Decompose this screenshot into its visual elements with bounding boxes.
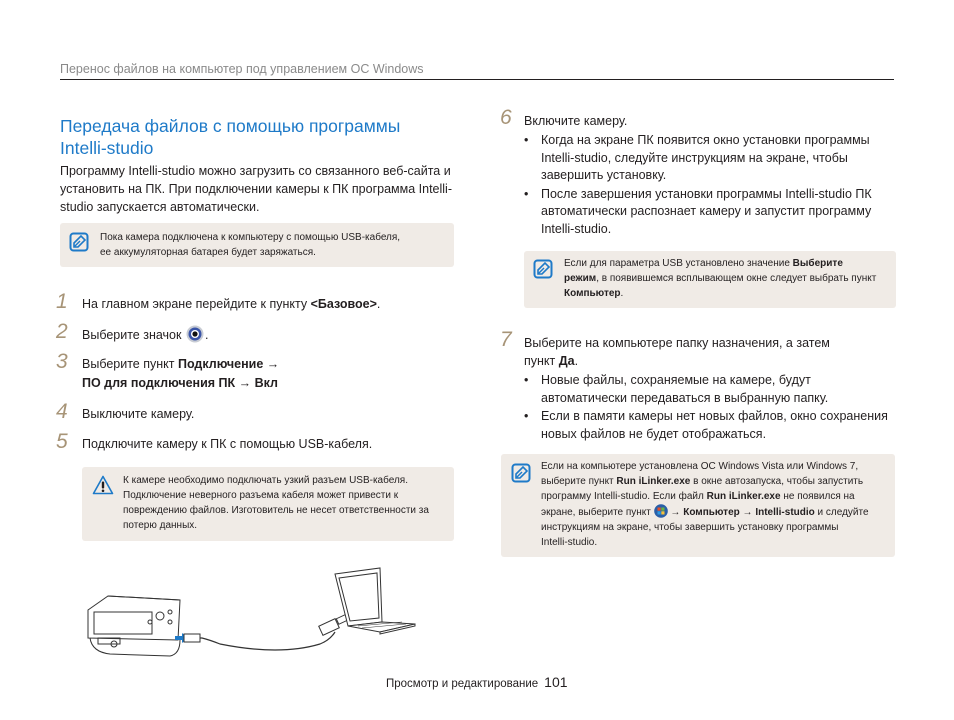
- step-5: 5 Подключите камеру к ПК с помощью USB-кабеля.: [56, 430, 373, 453]
- note-charging-text: Пока камера подключена к компьютеру с помощью USB-кабеля, ее аккумуляторная батарея будет заряжаться.: [100, 232, 401, 258]
- step-6: 6 Включите камеру. • Когда на экране ПК появится окно установки программы Intelli-studio, следуйте инструкциям на экране, чтобы завершить установку. • После завершения установки программы Intelli-studio ПК автоматически распознает камеру и запустит программу Intelli-studio.: [498, 112, 898, 239]
- note-windows-text: Если на компьютере установлена ОС Windows Vista или Windows 7, выберите пункт Run iLinker.exe в окне автозапуска, чтобы запустить программу Intelli-studio. Если файл Run iLinker.exe не появился на экране, выберите пункт → Компьютер → Intelli-studio и следуйте инструкциям на экране, чтобы завершить установку программы Intelli-studio.: [541, 461, 869, 548]
- step-number: 7: [500, 328, 512, 351]
- warning-box: [82, 467, 454, 541]
- page-number: 101: [544, 674, 568, 690]
- warning-triangle-icon: [92, 475, 114, 500]
- bullet-item: • Когда на экране ПК появится окно установки программы Intelli-studio, следуйте инструкциям на экране, чтобы завершить установку.: [524, 133, 870, 182]
- note-charging: [60, 223, 454, 267]
- windows-start-icon: [654, 504, 668, 518]
- footer-section-name: Просмотр и редактирование: [386, 678, 539, 690]
- intro-paragraph: Программу Intelli-studio можно загрузить со связанного веб-сайта и установить на ПК. При подключении камеры к ПК программа Intelli-studio запускается автоматически.: [60, 164, 452, 214]
- note-pencil-icon: [69, 232, 89, 257]
- section-title: [60, 115, 460, 159]
- step-number: 5: [56, 430, 68, 453]
- step-number: 6: [500, 106, 512, 129]
- note-pencil-icon: [511, 463, 531, 488]
- running-header: Перенос файлов на компьютер под управлением ОС Windows: [60, 62, 894, 80]
- bullet-item: • Если в памяти камеры нет новых файлов, окно сохранения новых файлов не будет отображаться.: [524, 409, 888, 441]
- note-usb-text: Если для параметра USB установлено значение Выберите режим, в появившемся всплывающем окне следует выбрать пункт Компьютер.: [564, 258, 877, 299]
- note-windows-vista: [501, 454, 895, 557]
- step-1: 1 На главном экране перейдите к пункту <Базовое>.: [56, 290, 381, 313]
- step-6-bullets: [524, 132, 898, 238]
- camera-usb-laptop-illustration: [80, 560, 420, 660]
- step-number: 4: [56, 400, 68, 423]
- step-3: 3 Выберите пункт Подключение → ПО для подключения ПК → Вкл: [56, 350, 280, 390]
- settings-gear-icon: [186, 325, 204, 343]
- note-usb-mode: [524, 251, 896, 308]
- step-7: 7 Выберите на компьютере папку назначения, а затем пункт Да. • Новые файлы, сохраняемые на камере, будут автоматически передаваться в выбранную папку. • Если в памяти камеры нет новых файлов, окно сохранения новых файлов не будет отображаться.: [498, 334, 898, 444]
- bullet-item: • После завершения установки программы Intelli-studio ПК автоматически распознает камеру и запустит программу Intelli-studio.: [524, 186, 872, 236]
- warning-text: К камере необходимо подключать узкий разъем USB-кабеля. Подключение неверного разъема кабеля может привести к повреждению файлов. Изготовитель не несет ответственности за потерю данных.: [123, 475, 429, 531]
- step-number: 1: [56, 290, 68, 313]
- bullet-item: • Новые файлы, сохраняемые на камере, будут автоматически передаваться в выбранную папку.: [524, 373, 829, 405]
- page-footer: [386, 674, 568, 690]
- section-title-line2: Intelli-studio: [60, 138, 154, 158]
- step-7-bullets: [524, 372, 898, 443]
- step-4: 4 Выключите камеру.: [56, 400, 195, 423]
- step-number: 3: [56, 350, 68, 373]
- step-number: 2: [56, 320, 68, 343]
- laptop-icon: [335, 568, 415, 634]
- camera-icon: [88, 596, 180, 656]
- step-2: 2 Выберите значок .: [56, 320, 209, 343]
- note-pencil-icon: [533, 259, 553, 284]
- section-title-line1: Передача файлов с помощью программы: [60, 116, 401, 136]
